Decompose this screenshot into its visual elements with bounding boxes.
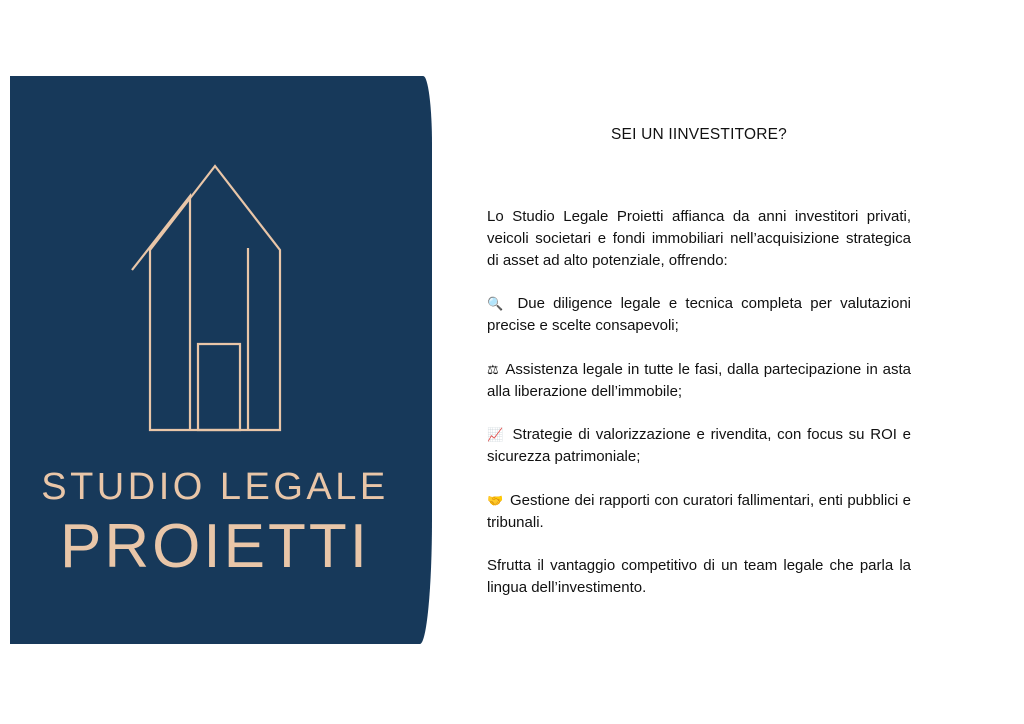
logo-text-line1: STUDIO LEGALE (41, 466, 389, 508)
list-item (487, 424, 911, 468)
closing-paragraph: Sfrutta il vantaggio competitivo di un team legale che parla la lingua dell’investimento. (487, 557, 911, 596)
list-item-text: Strategie di valorizzazione e rivendita, con focus su ROI e sicurezza patrimoniale; (487, 426, 912, 465)
intro-paragraph: Lo Studio Legale Proietti affianca da anni investitori privati, veicoli societari e fondi immobiliari nell’acquisizione strategica di asset ad alto potenziale, offrendo: (487, 208, 911, 269)
magnifier-icon: 🔍 (487, 296, 508, 312)
content-column (487, 126, 911, 599)
list-item (487, 293, 911, 337)
scales-icon: ⚖ (487, 361, 500, 377)
house-outline-mark-icon (90, 130, 340, 460)
list-item-text: Assistenza legale in tutte le fasi, dalla partecipazione in asta alla liberazione dell’immobile; (487, 360, 912, 400)
list-item (487, 490, 911, 534)
page-title: SEI UN IINVESTITORE? (611, 126, 787, 143)
list-item-text: Due diligence legale e tecnica completa per valutazioni precise e scelte consapevoli; (487, 295, 911, 334)
chart-up-icon: 📈 (487, 427, 505, 443)
logo-panel (10, 76, 420, 644)
logo-text-line2: PROIETTI (60, 512, 370, 581)
handshake-icon: 🤝 (487, 492, 504, 508)
list-item-text: Gestione dei rapporti con curatori fallimentari, enti pubblici e tribunali. (487, 491, 911, 531)
list-item (487, 359, 911, 403)
